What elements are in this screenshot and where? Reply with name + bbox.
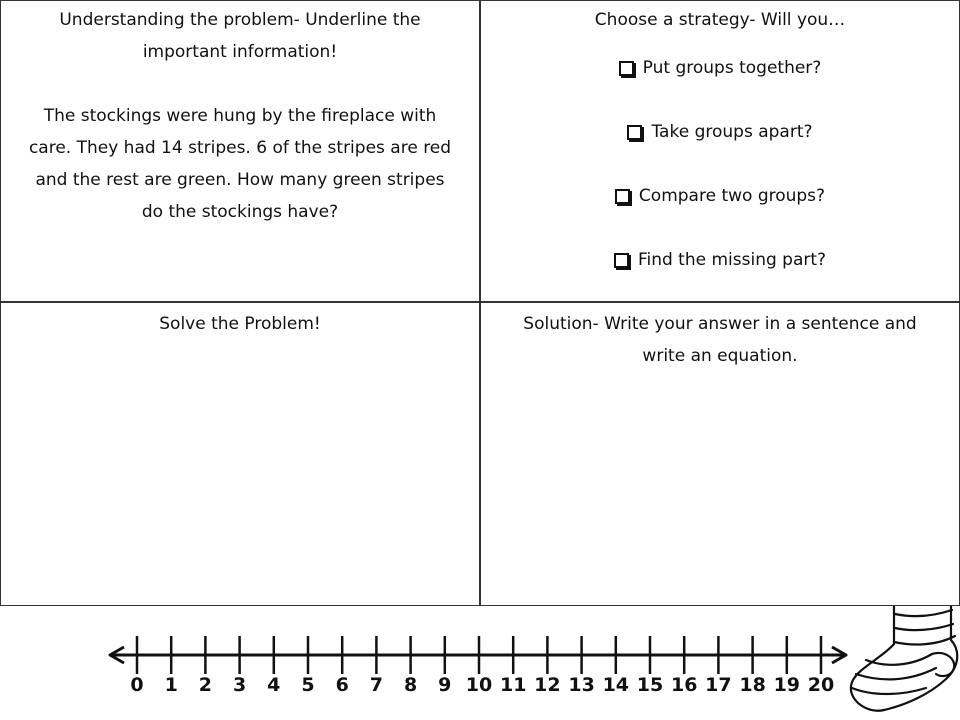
number-line-label: 0 <box>130 674 144 696</box>
number-line-label: 15 <box>636 674 664 696</box>
number-line-label: 18 <box>739 674 766 696</box>
number-line-label: 14 <box>602 674 630 696</box>
number-line-label: 6 <box>335 674 349 696</box>
strategy-section <box>480 4 960 292</box>
number-line-label: 7 <box>369 674 384 696</box>
strategy-option-label: Compare two groups? <box>638 186 826 206</box>
strategy-option-label: Find the missing part? <box>637 250 827 270</box>
strategy-option-label: Take groups apart? <box>651 122 813 142</box>
number-line-label: 12 <box>534 674 561 696</box>
number-line-label: 13 <box>568 674 595 696</box>
number-line <box>0 606 960 720</box>
understanding-section <box>0 4 480 228</box>
checkbox-icon[interactable] <box>615 189 630 204</box>
checkbox-icon[interactable] <box>619 61 634 76</box>
solution-heading-line1: Solution- Write your answer in a sentence and <box>523 314 917 334</box>
number-line-label: 3 <box>232 674 247 696</box>
number-line-label: 8 <box>403 674 418 696</box>
number-line-label: 1 <box>164 674 178 696</box>
strategy-option[interactable] <box>488 164 952 228</box>
stocking-icon <box>851 606 957 711</box>
problem-line2: care. They had 14 stripes. 6 of the stripes are red <box>28 138 452 158</box>
number-line-label: 20 <box>807 674 835 696</box>
number-line-label: 19 <box>773 674 801 696</box>
strategy-option-label: Put groups together? <box>642 58 822 78</box>
number-line-label: 17 <box>705 674 732 696</box>
strategy-option[interactable] <box>488 228 952 292</box>
solution-heading-line2: write an equation. <box>642 346 798 366</box>
checkbox-icon[interactable] <box>627 125 642 140</box>
number-line-label: 11 <box>499 674 527 696</box>
problem-line4: do the stockings have? <box>141 202 339 222</box>
horizontal-divider <box>0 301 960 303</box>
understanding-heading-line1: Understanding the problem- Underline the <box>59 10 421 30</box>
solution-section[interactable] <box>480 308 960 372</box>
understanding-heading-line2: important information! <box>142 42 338 62</box>
number-line-label: 5 <box>301 674 315 696</box>
solve-heading: Solve the Problem! <box>159 314 321 334</box>
problem-line3: and the rest are green. How many green stripes <box>35 170 445 190</box>
strategy-option[interactable] <box>488 36 952 100</box>
problem-line1: The stockings were hung by the fireplace with <box>43 106 437 126</box>
number-line-label: 16 <box>670 674 698 696</box>
strategy-option[interactable] <box>488 100 952 164</box>
number-line-label: 4 <box>267 674 281 696</box>
number-line-label: 9 <box>438 674 452 696</box>
number-line-label: 10 <box>465 674 493 696</box>
solve-section[interactable] <box>0 308 480 340</box>
strategy-heading: Choose a strategy- Will you… <box>594 10 846 30</box>
number-line-label: 2 <box>198 674 213 696</box>
checkbox-icon[interactable] <box>614 253 629 268</box>
